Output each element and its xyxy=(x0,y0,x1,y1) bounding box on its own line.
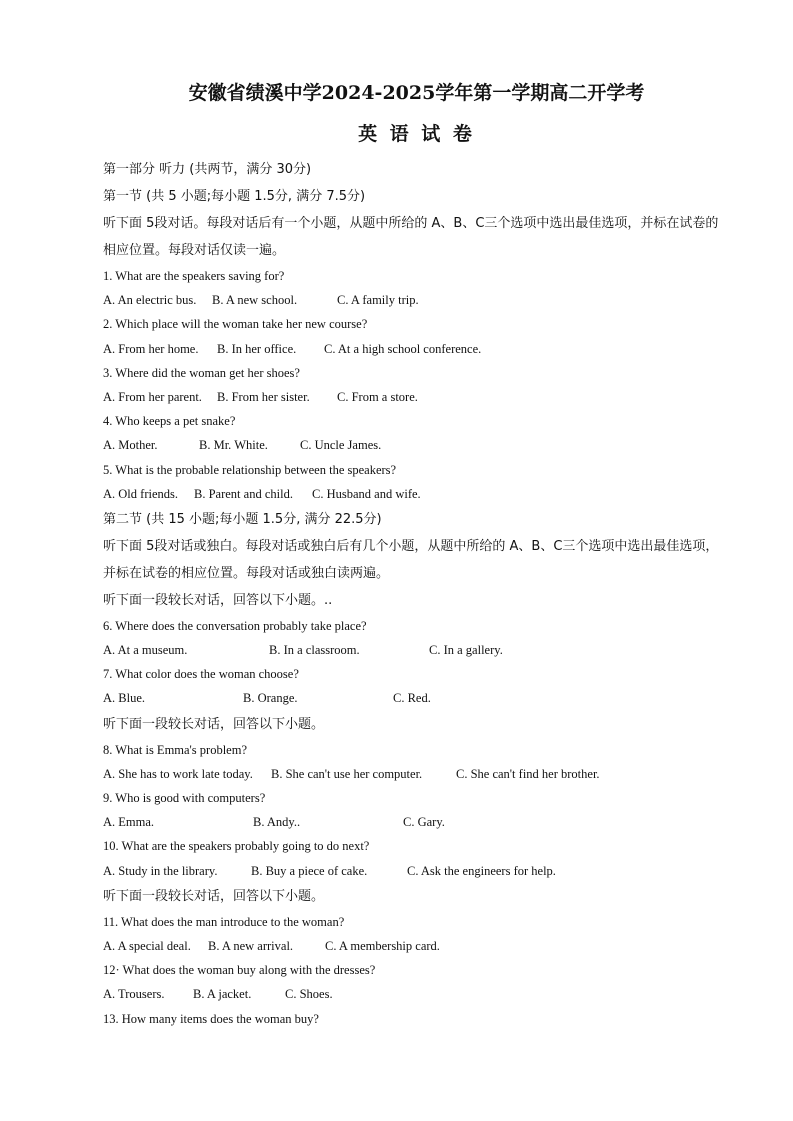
option-a[interactable]: A. Study in the library. xyxy=(103,863,218,878)
exam-title: 安徽省绩溪中学2024-2025学年第一学期高二开学考 xyxy=(188,82,645,104)
exam-subtitle: 英 语 试 卷 xyxy=(358,123,475,145)
question-stem: 2. Which place will the woman take her new course? xyxy=(103,317,368,332)
option-c[interactable]: C. From a store. xyxy=(337,389,418,404)
question-options xyxy=(76,859,722,883)
part1-heading: 第一部分 听力 (共两节，满分 30分) xyxy=(103,162,312,177)
option-c[interactable]: C. Shoes. xyxy=(285,987,333,1002)
question-options xyxy=(76,288,722,312)
section2-heading: 第二节 (共 15 小题;每小题 1.5分, 满分 22.5分) xyxy=(103,511,382,527)
option-b[interactable]: B. She can't use her computer. xyxy=(271,766,423,781)
option-c[interactable]: C. Red. xyxy=(393,691,431,706)
option-a[interactable]: A. From her parent. xyxy=(103,389,202,404)
option-a[interactable]: A. Blue. xyxy=(103,691,146,706)
question-options xyxy=(76,385,722,409)
option-b[interactable]: B. In a classroom. xyxy=(269,643,360,658)
section1-instructions-text: 听下面 5段对话。每段对话后有一个小题，从题中所给的 A、B、C三个选项中选出最佳选项，并标在试卷的相应位置。每段对话仅读一遍。 xyxy=(103,216,719,258)
option-a[interactable]: A. At a museum. xyxy=(103,643,188,658)
long-dialog-prompt: 听下面一段较长对话，回答以下小题。 xyxy=(103,716,325,732)
question-stem: 9. Who is good with computers? xyxy=(103,791,266,805)
option-c[interactable]: C. Gary. xyxy=(403,815,445,830)
option-c[interactable]: C. At a high school conference. xyxy=(324,341,482,356)
option-a[interactable]: A. From her home. xyxy=(103,341,199,356)
question-stem: 8. What is Emma's problem? xyxy=(103,742,248,757)
option-b[interactable]: B. A new arrival. xyxy=(208,938,294,953)
option-c[interactable]: C. A membership card. xyxy=(325,938,440,953)
question-stem: 4. Who keeps a pet snake? xyxy=(103,414,236,429)
question-stem: 13. How many items does the woman buy? xyxy=(103,1011,319,1026)
option-c[interactable]: C. She can't find her brother. xyxy=(456,766,600,781)
exam-content xyxy=(76,156,722,1031)
question-stem: 5. What is the probable relationship between the speakers? xyxy=(103,462,397,477)
question-options xyxy=(76,934,722,958)
question-stem: 1. What are the speakers saving for? xyxy=(103,269,285,283)
option-b[interactable]: B. In her office. xyxy=(217,341,297,356)
option-a[interactable]: A. Mother. xyxy=(103,438,158,453)
option-a[interactable]: A. A special deal. xyxy=(103,938,191,953)
section2-instructions-text: 听下面 5段对话或独白。每段对话或独白后有几个小题，从题中所给的 A、B、C三个选项中选出最佳选项，并标在试卷的相应位置。每段对话或独白读两遍。 xyxy=(103,538,719,581)
question-options xyxy=(76,638,722,662)
question-options xyxy=(76,686,722,710)
option-c[interactable]: C. In a gallery. xyxy=(429,643,503,658)
question-stem: 7. What color does the woman choose? xyxy=(103,667,299,682)
question-options xyxy=(76,982,722,1006)
option-c[interactable]: C. A family trip. xyxy=(337,293,419,308)
option-a[interactable]: A. She has to work late today. xyxy=(103,766,253,781)
question-options xyxy=(76,337,722,361)
option-c[interactable]: C. Ask the engineers for help. xyxy=(407,863,556,878)
question-options xyxy=(76,482,722,506)
option-a[interactable]: A. Emma. xyxy=(103,815,155,830)
section1-heading: 第一节 (共 5 小题;每小题 1.5分, 满分 7.5分) xyxy=(103,189,366,204)
question-options xyxy=(76,810,722,834)
option-b[interactable]: B. Orange. xyxy=(243,691,298,706)
question-options xyxy=(76,433,722,457)
option-a[interactable]: A. Old friends. xyxy=(103,486,178,501)
question-stem: 10. What are the speakers probably going to do next? xyxy=(103,839,370,854)
long-dialog-prompt: 听下面一段较长对话，回答以下小题。.. xyxy=(103,592,333,608)
option-b[interactable]: B. Parent and child. xyxy=(194,486,293,501)
option-b[interactable]: B. Buy a piece of cake. xyxy=(251,863,368,878)
long-dialog-prompt: 听下面一段较长对话，回答以下小题。 xyxy=(103,888,325,904)
option-b[interactable]: B. Mr. White. xyxy=(199,438,268,453)
option-b[interactable]: B. From her sister. xyxy=(217,389,310,404)
option-a[interactable]: A. An electric bus. xyxy=(103,293,197,308)
question-stem: 12· What does the woman buy along with the dresses? xyxy=(103,963,376,978)
option-a[interactable]: A. Trousers. xyxy=(103,987,165,1002)
question-stem: 6. Where does the conversation probably take place? xyxy=(103,618,367,633)
option-c[interactable]: C. Uncle James. xyxy=(300,438,382,453)
question-options xyxy=(76,762,722,786)
option-b[interactable]: B. A new school. xyxy=(212,293,298,308)
option-b[interactable]: B. A jacket. xyxy=(193,987,252,1002)
section1-instructions xyxy=(76,210,722,264)
question-stem: 11. What does the man introduce to the woman? xyxy=(103,914,345,929)
section2-instructions xyxy=(76,533,722,587)
option-c[interactable]: C. Husband and wife. xyxy=(312,486,421,501)
question-stem: 3. Where did the woman get her shoes? xyxy=(103,365,300,380)
option-b[interactable]: B. Andy.. xyxy=(253,815,301,830)
